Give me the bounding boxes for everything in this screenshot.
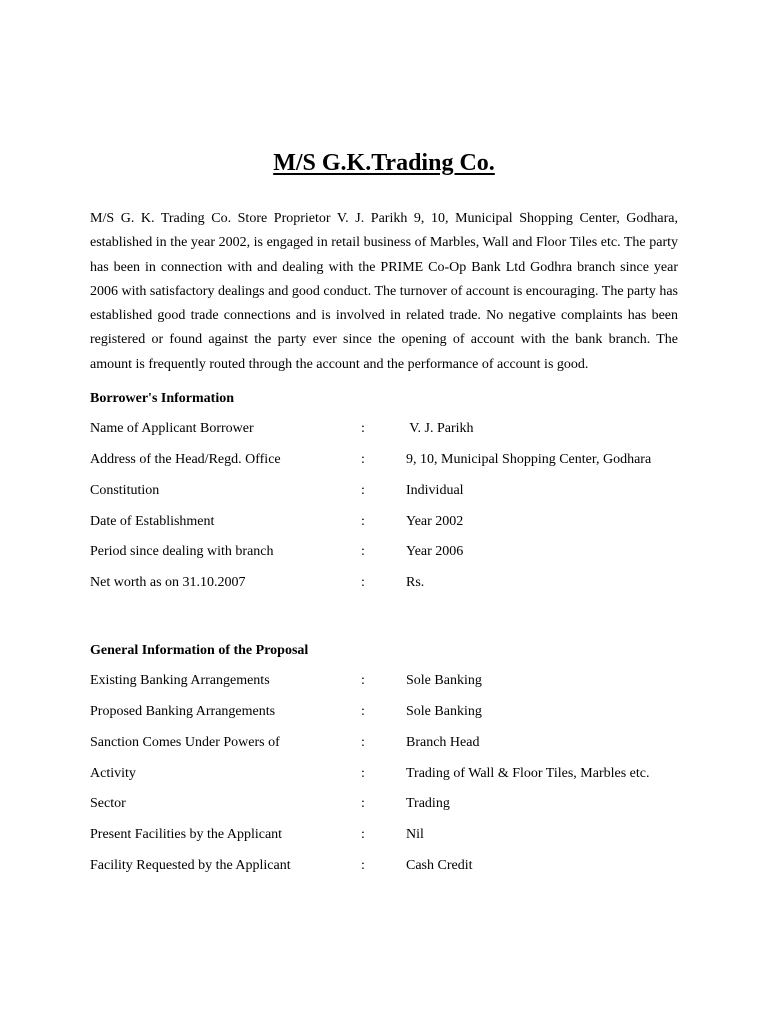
row-label: Date of Establishment (90, 514, 215, 529)
row-separator: : (361, 704, 365, 719)
borrower-row-establishment (90, 514, 690, 534)
row-separator: : (361, 514, 365, 529)
row-separator: : (361, 421, 365, 436)
row-value: Sole Banking (406, 673, 482, 688)
row-label: Facility Requested by the Applicant (90, 858, 291, 873)
borrower-row-networth (90, 575, 690, 595)
row-label: Period since dealing with branch (90, 544, 274, 559)
row-value: Rs. (406, 575, 425, 590)
row-value: Sole Banking (406, 704, 482, 719)
general-row-existing (90, 673, 690, 693)
row-label: Present Facilities by the Applicant (90, 827, 283, 842)
row-separator: : (361, 673, 365, 688)
row-value: Individual (406, 483, 464, 498)
general-row-facility-requested (90, 858, 690, 878)
row-label: Address of the Head/Regd. Office (90, 452, 281, 467)
row-separator: : (361, 544, 365, 559)
row-value: Year 2002 (406, 514, 464, 529)
row-label: Activity (90, 766, 136, 781)
row-separator: : (361, 827, 365, 842)
row-label: Constitution (90, 483, 160, 498)
general-row-sector (90, 796, 690, 816)
borrower-info-heading: Borrower's Information (90, 391, 234, 406)
row-label: Existing Banking Arrangements (90, 673, 270, 688)
general-row-proposed (90, 704, 690, 724)
general-row-activity (90, 766, 690, 786)
row-label: Net worth as on 31.10.2007 (90, 575, 246, 590)
row-value: V. J. Parikh (406, 421, 474, 436)
row-separator: : (361, 858, 365, 873)
row-separator: : (361, 735, 365, 750)
row-value: 9, 10, Municipal Shopping Center, Godhara (406, 452, 652, 467)
row-value: Trading of Wall & Floor Tiles, Marbles etc. (406, 766, 650, 781)
row-separator: : (361, 766, 365, 781)
row-label: Name of Applicant Borrower (90, 421, 254, 436)
general-row-sanction (90, 735, 690, 755)
general-info-heading: General Information of the Proposal (90, 643, 309, 658)
borrower-row-name (90, 421, 690, 441)
general-row-present-facilities (90, 827, 690, 847)
page-title: M/S G.K.Trading Co. (273, 150, 495, 176)
row-label: Sector (90, 796, 126, 811)
borrower-row-constitution (90, 483, 690, 503)
row-value: Branch Head (406, 735, 480, 750)
row-value: Trading (406, 796, 450, 811)
row-separator: : (361, 575, 365, 590)
row-label: Sanction Comes Under Powers of (90, 735, 280, 750)
row-value: Year 2006 (406, 544, 464, 559)
row-separator: : (361, 796, 365, 811)
intro-paragraph: M/S G. K. Trading Co. Store Proprietor V. J. Parikh 9, 10, Municipal Shopping Center, Godhara, established in the year 2002, is engaged in retail business of Marbles, Wall and Floor Tiles etc. The party has been in connection with and dealing with the PRIME Co-Op Bank Ltd Godhra branch since year 2006 with satisfactory dealings and good conduct. The turnover of account is encouraging. The party has established good trade connections and is involved in related trade. No negative complaints has been registered or found against the party ever since the opening of account with the bank branch. The amount is frequently routed through the account and the performance of account is good. (90, 211, 678, 372)
borrower-row-address (90, 452, 690, 472)
row-value: Cash Credit (406, 858, 473, 873)
row-separator: : (361, 452, 365, 467)
row-label: Proposed Banking Arrangements (90, 704, 276, 719)
borrower-row-period (90, 544, 690, 564)
row-value: Nil (406, 827, 424, 842)
row-separator: : (361, 483, 365, 498)
